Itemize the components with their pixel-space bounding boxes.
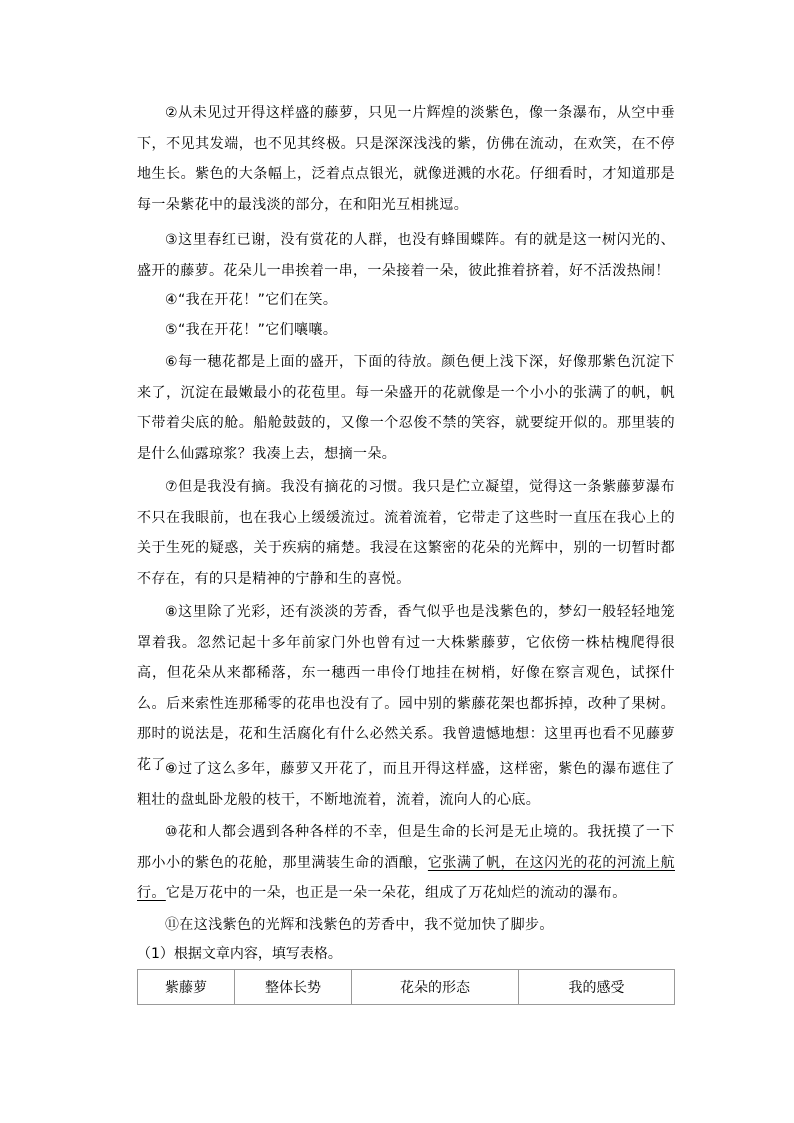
table-header-cell: 我的感受 xyxy=(519,970,675,1005)
underlined-sentence: 它张满了帆，在这闪光的花的河流上航行。 xyxy=(137,854,675,901)
table-header-cell: 花朵的形态 xyxy=(352,970,519,1005)
paragraph-text: ④“我在开花！”它们在笑。 xyxy=(165,292,338,308)
table-header-cell: 紫藤萝 xyxy=(138,970,235,1005)
paragraph-text: ③这里春红已谢，没有赏花的人群，也没有蜂围蝶阵。有的就是这一树闪光的、盛开的藤萝。花朵儿一串挨着一串，一朵接着一朵，彼此推着挤着，好不活泼热闹！ xyxy=(137,232,675,279)
paragraph-4 xyxy=(137,285,675,316)
paragraph-8 xyxy=(137,597,675,780)
paragraph-text: ②从未见过开得这样盛的藤萝，只见一片辉煌的淡紫色，像一条瀑布，从空中垂下，不见其发端，也不见其终极。只是深深浅浅的紫，仿佛在流动，在欢笑，在不停地生长。紫色的大条幅上，泛着点点银光，就像迸溅的水花。仔细看时，才知道那是每一朵紫花中的最浅淡的部分，在和阳光互相挑逗。 xyxy=(137,105,675,213)
paragraph-text: ⑩花和人都会遇到各种各样的不幸，但是生命的长河是无止境的。我抚摸了一下那小小的紫色的花舱，那里满装生命的酒酿， xyxy=(137,824,675,871)
paragraph-5 xyxy=(137,315,675,346)
table-row xyxy=(138,970,675,1005)
paragraph-text: 它是万花中的一朵，也正是一朵一朵花，组成了万花灿烂的流动的瀑布。 xyxy=(165,885,627,901)
paragraph-2 xyxy=(137,98,675,220)
paragraph-text: ⑧这里除了光彩，还有淡淡的芳香，香气似乎也是浅紫色的，梦幻一般轻轻地笼罩着我。忽然记起十多年前家门外也曾有过一大株紫藤萝，它依傍一株枯槐爬得很高，但花朵从来都稀落，东一穗西一串伶仃地挂在树梢，好像在察言观色，试探什么。后来索性连那稀零的花串也没有了。园中别的紫藤花架也都拆掉，改种了果树。那时的说法是，花和生活腐化有什么必然关系。我曾遗憾地想：这里再也看不见藤萝花了。 xyxy=(137,604,675,773)
answer-table xyxy=(137,969,675,1005)
question-1: （1）根据文章内容，填写表格。 xyxy=(137,946,342,962)
table-header-cell: 整体长势 xyxy=(235,970,352,1005)
paragraph-3 xyxy=(137,225,675,286)
paragraph-text: ⑦但是我没有摘。我没有摘花的习惯。我只是伫立凝望，觉得这一条紫藤萝瀑布不只在我眼前，也在我心上缓缓流过。流着流着，它带走了这些时一直压在我心上的关于生死的疑惑，关于疾病的痛楚。我浸在这繁密的花朵的光辉中，别的一切暂时都不存在，有的只是精神的宁静和生的喜悦。 xyxy=(137,479,675,587)
paragraph-7 xyxy=(137,472,675,594)
paragraph-text: ⑥每一穗花都是上面的盛开，下面的待放。颜色便上浅下深，好像那紫色沉淀下来了，沉淀在最嫩最小的花苞里。每一朵盛开的花就像是一个小小的张满了的帆，帆下带着尖底的舱。船舱鼓鼓的，又像一个忍俊不禁的笑容，就要绽开似的。那里装的是什么仙露琼浆？我凑上去，想摘一朵。 xyxy=(137,354,675,462)
paragraph-6 xyxy=(137,347,675,469)
paragraph-text: ⑤“我在开花！”它们嚷嚷。 xyxy=(165,322,338,338)
paragraph-11 xyxy=(137,910,675,941)
paragraph-9 xyxy=(137,754,675,815)
paragraph-text: ⑨过了这么多年，藤萝又开花了，而且开得这样盛，这样密，紫色的瀑布遮住了粗壮的盘虬卧龙般的枝干，不断地流着，流着，流向人的心底。 xyxy=(137,761,675,808)
paragraph-text: ⑪在这浅紫色的光辉和浅紫色的芳香中，我不觉加快了脚步。 xyxy=(165,917,554,933)
paragraph-10 xyxy=(137,817,675,909)
